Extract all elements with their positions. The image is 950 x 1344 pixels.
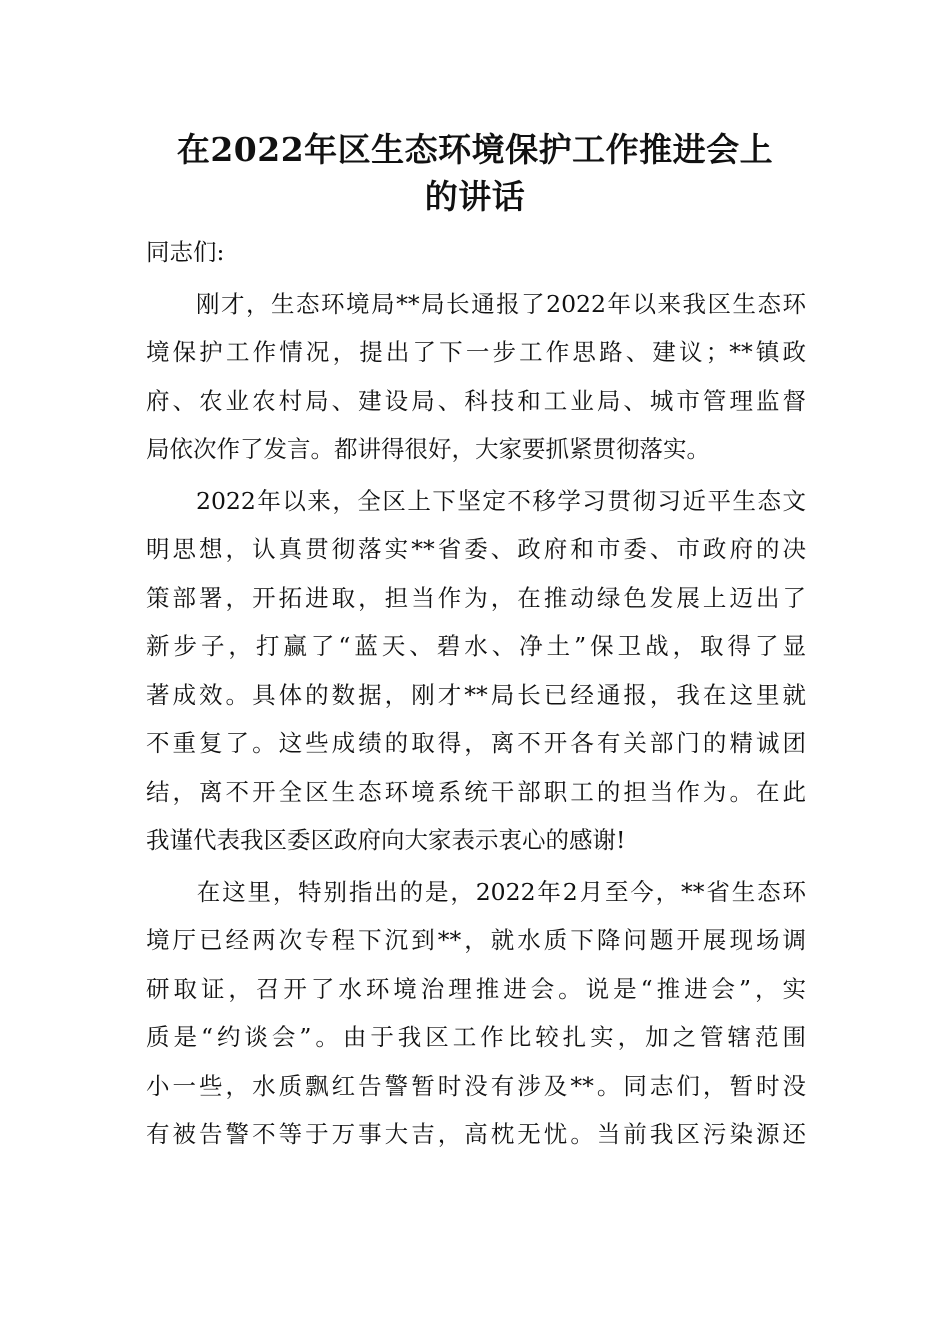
paragraph-line: 策部署，开拓进取，担当作为，在推动绿色发展上迈出了 <box>146 583 806 612</box>
paragraph-3 <box>146 868 806 1159</box>
paragraph-line: 境保护工作情况，提出了下一步工作思路、建议；**镇政 <box>146 338 806 366</box>
paragraph-line: 局依次作了发言。都讲得很好，大家要抓紧贯彻落实。 <box>146 435 710 463</box>
paragraph-line: 小一些，水质飘红告警暂时没有涉及**。同志们，暂时没 <box>146 1071 806 1100</box>
title-line-2: 的讲话 <box>424 177 526 216</box>
paragraph-line: 明思想，认真贯彻落实**省委、政府和市委、市政府的决 <box>146 535 806 563</box>
title-line-1: 在2022年区生态环境保护工作推进会上 <box>176 130 774 169</box>
paragraph-line: 质是“约谈会”。由于我区工作比较扎实，加之管辖范围 <box>146 1023 806 1051</box>
paragraph-line: 有被告警不等于万事大吉，高枕无忧。当前我区污染源还 <box>146 1120 806 1148</box>
paragraph-line: 结，离不开全区生态环境系统干部职工的担当作为。在此 <box>146 777 806 806</box>
paragraph-line: 我谨代表我区委区政府向大家表示衷心的感谢! <box>146 826 626 854</box>
paragraph-line: 2022年以来，全区上下坚定不移学习贯彻习近平生态文 <box>146 486 806 515</box>
paragraph-line: 不重复了。这些成绩的取得，离不开各有关部门的精诚团 <box>146 729 806 757</box>
paragraph-line: 研取证，召开了水环境治理推进会。说是“推进会”，实 <box>146 974 806 1003</box>
paragraph-line: 府、农业农村局、建设局、科技和工业局、城市管理监督 <box>146 386 806 415</box>
document-title <box>140 126 810 220</box>
greeting: 同志们: <box>146 238 225 266</box>
paragraph-line: 在这里，特别指出的是，2022年2月至今，**省生态环 <box>146 877 806 906</box>
paragraph-1 <box>146 280 806 474</box>
document-body <box>146 228 806 1159</box>
paragraph-line: 新步子，打赢了“蓝天、碧水、净土”保卫战，取得了显 <box>146 632 806 660</box>
paragraph-2 <box>146 477 806 865</box>
paragraph-line: 著成效。具体的数据，刚才**局长已经通报，我在这里就 <box>146 680 806 709</box>
paragraph-line: 刚才，生态环境局**局长通报了2022年以来我区生态环 <box>146 289 806 318</box>
paragraph-line: 境厅已经两次专程下沉到**，就水质下降问题开展现场调 <box>146 926 806 954</box>
